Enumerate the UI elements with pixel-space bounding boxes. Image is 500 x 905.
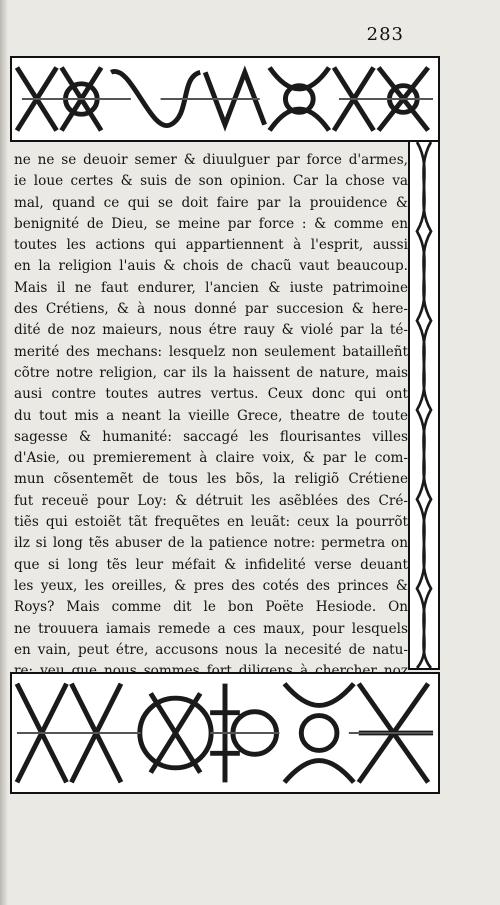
text-line: mal, quand ce qui se doit faire par la prouidence & xyxy=(14,194,408,211)
knotwork-ornament-icon xyxy=(12,674,438,792)
text-line: benignité de Dieu, se meine par force : & comme en xyxy=(14,215,408,232)
text-line: des Crétiens, & à nous donné par succesion & here- xyxy=(14,301,408,318)
text-line: merité des mechans: lesquelz non seulement batailleñt xyxy=(14,343,408,360)
text-line: d'Asie, ou premierement à claire voix, & par le com- xyxy=(14,450,408,467)
side-knotwork-border xyxy=(408,140,440,670)
text-line: ne trouuera iamais remede a ces maux, pour lesquels xyxy=(14,620,408,637)
text-line: en vain, peut étre, accusons nous la necesité de natu- xyxy=(14,641,408,658)
text-line: sagesse & humanité: saccagé les flourisantes villes xyxy=(14,428,408,445)
knot-chain-icon xyxy=(410,142,438,668)
page-number: 283 xyxy=(366,24,404,45)
text-line: toutes les actions qui appartiennent à l'esprit, aussi xyxy=(14,237,408,254)
bottom-knotwork-border xyxy=(10,672,440,794)
text-line: dité de noz maieurs, nous étre rauy & violé par la té- xyxy=(14,322,408,339)
text-line: ausi contre toutes autres vertus. Ceux donc qui ont xyxy=(14,386,408,403)
text-line: Mais il ne faut endurer, l'ancien & iuste patrimoine xyxy=(14,279,408,296)
text-line: ie loue certes & suis de son opinion. Car la chose va xyxy=(14,173,408,190)
text-line: mun cõsentemẽt de tous les bõs, la religiõ Crétiene xyxy=(14,471,408,488)
text-line: cõtre notre religion, car ils la haissent de nature, mais xyxy=(14,364,408,381)
text-line: fut receuë pour Loy: & détruit les asẽblées des Cré- xyxy=(14,492,408,509)
text-line: en la religion l'auis & chois de chacũ vaut beaucoup. xyxy=(14,258,408,275)
text-line: que si long tẽs leur méfait & infidelité verse deuant xyxy=(14,556,408,573)
text-line: ilz si long tẽs abuser de la patience notre: permetra on xyxy=(14,535,408,552)
text-line: du tout mis a neant la vieille Grece, theatre de toute xyxy=(14,407,408,424)
knotwork-ornament-icon xyxy=(12,58,438,140)
top-knotwork-border xyxy=(10,56,440,142)
body-text xyxy=(14,150,408,665)
text-line: les yeux, les oreilles, & pres des cotés des princes & xyxy=(14,577,408,594)
text-line: Roys? Mais comme dit le bon Poëte Hesiode. On xyxy=(14,599,408,616)
text-line: ne ne se deuoir semer & diuulguer par force d'armes, xyxy=(14,152,408,168)
text-line: tiẽs qui estoiẽt tãt frequẽtes en leuãt: ceux la pourrõt xyxy=(14,514,408,531)
page-gutter-shadow xyxy=(0,0,8,905)
